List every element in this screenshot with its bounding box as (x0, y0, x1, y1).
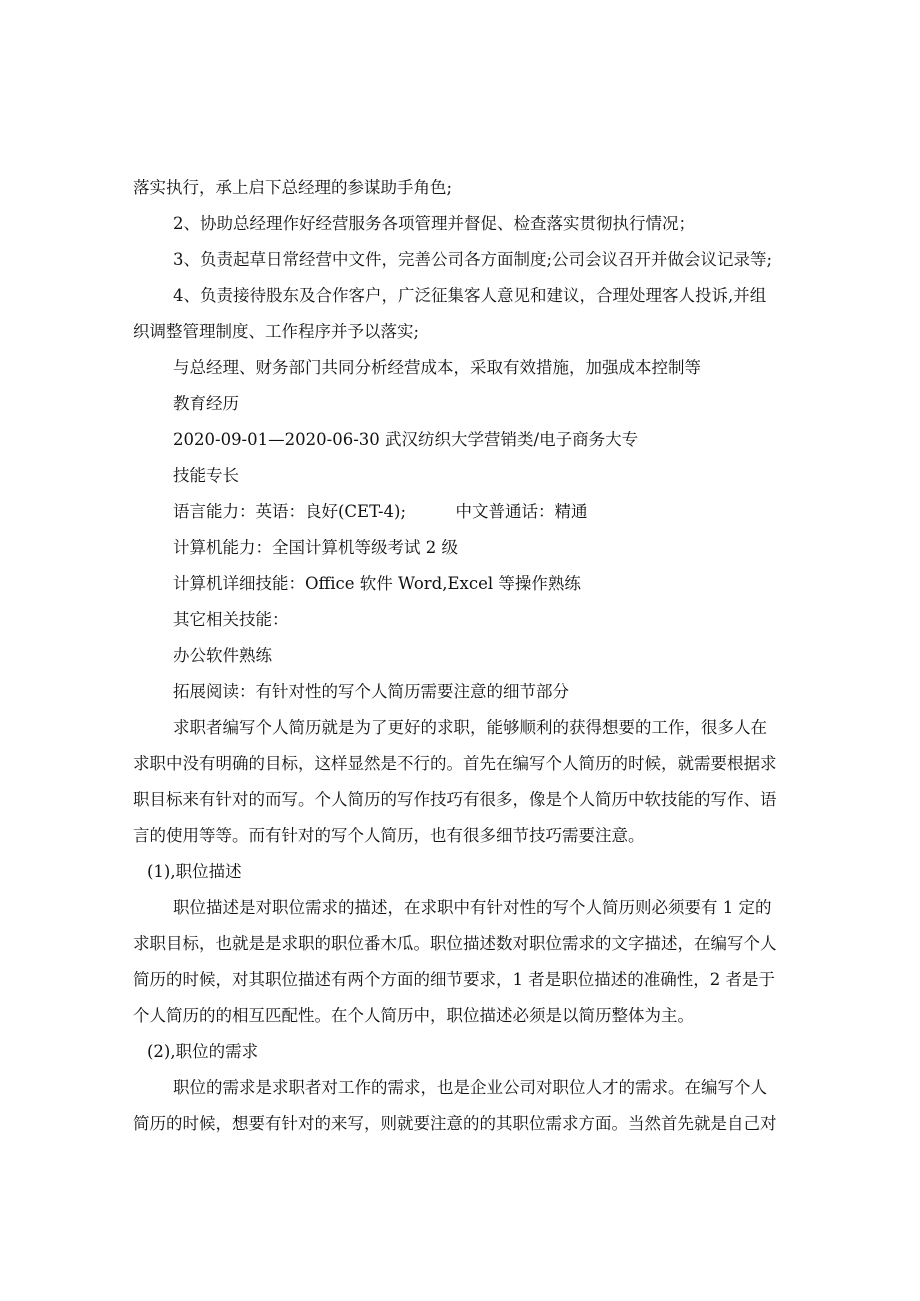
text-line: 职位的需求是求职者对工作的需求，也是企业公司对职位人才的需求。在编写个人 (173, 1078, 767, 1097)
subheading-job-requirement: (2),职位的需求 (147, 1042, 259, 1061)
text-line: 求职目标，也就是是求职的职位番木瓜。职位描述数对职位需求的文字描述，在编写个人 (133, 934, 777, 953)
text-line: 3、负责起草日常经营中文件，完善公司各方面制度;公司会议召开并做会议记录等; (173, 250, 773, 269)
skill-computer: 计算机能力：全国计算机等级考试 2 级 (173, 538, 458, 557)
skill-computer-detail: 计算机详细技能：Office 软件 Word,Excel 等操作熟练 (173, 574, 581, 593)
skill-other-value: 办公软件熟练 (173, 646, 272, 665)
text-line: 个人简历的的相互匹配性。在个人简历中，职位描述必须是以简历整体为主。 (133, 1006, 694, 1025)
subheading-job-description: (1),职位描述 (147, 862, 242, 881)
text-line: 求职者编写个人简历就是为了更好的求职，能够顺利的获得想要的工作，很多人在 (173, 718, 767, 737)
education-entry: 2020-09-01—2020-06-30 武汉纺织大学营销类/电子商务大专 (173, 430, 639, 449)
skill-other-label: 其它相关技能： (173, 610, 289, 629)
text-line: 4、负责接待股东及合作客户，广泛征集客人意见和建议，合理处理客人投诉,并组 (173, 286, 767, 305)
text-line: 言的使用等等。而有针对的写个人简历，也有很多细节技巧需要注意。 (133, 826, 645, 845)
text-line: 落实执行，承上启下总经理的参谋助手角色; (133, 178, 453, 197)
skill-language: 语言能力：英语：良好(CET-4); 中文普通话：精通 (173, 502, 588, 521)
extended-reading-title: 拓展阅读：有针对性的写个人简历需要注意的细节部分 (173, 682, 569, 701)
document-body (133, 170, 793, 1142)
text-line: 2、协助总经理作好经营服务各项管理并督促、检查落实贯彻执行情况； (173, 214, 695, 233)
text-line: 职位描述是对职位需求的描述，在求职中有针对性的写个人简历则必须要有 1 定的 (173, 898, 772, 917)
text-line: 简历的时候，对其职位描述有两个方面的细节要求，1 者是职位描述的准确性，2 者是于 (133, 970, 775, 989)
text-line: 求职中没有明确的目标，这样显然是不行的。首先在编写个人简历的时候，就需要根据求 (133, 754, 777, 773)
section-heading-education: 教育经历 (173, 394, 239, 413)
text-line: 织调整管理制度、工作程序并予以落实; (133, 322, 420, 341)
section-heading-skills: 技能专长 (173, 466, 239, 485)
text-line: 简历的时候，想要有针对的来写，则就要注意的的其职位需求方面。当然首先就是自己对 (133, 1114, 777, 1133)
text-line: 职目标来有针对的而写。个人简历的写作技巧有很多，像是个人简历中软技能的写作、语 (133, 790, 777, 809)
text-line: 与总经理、财务部门共同分析经营成本，采取有效措施，加强成本控制等 (173, 358, 701, 377)
